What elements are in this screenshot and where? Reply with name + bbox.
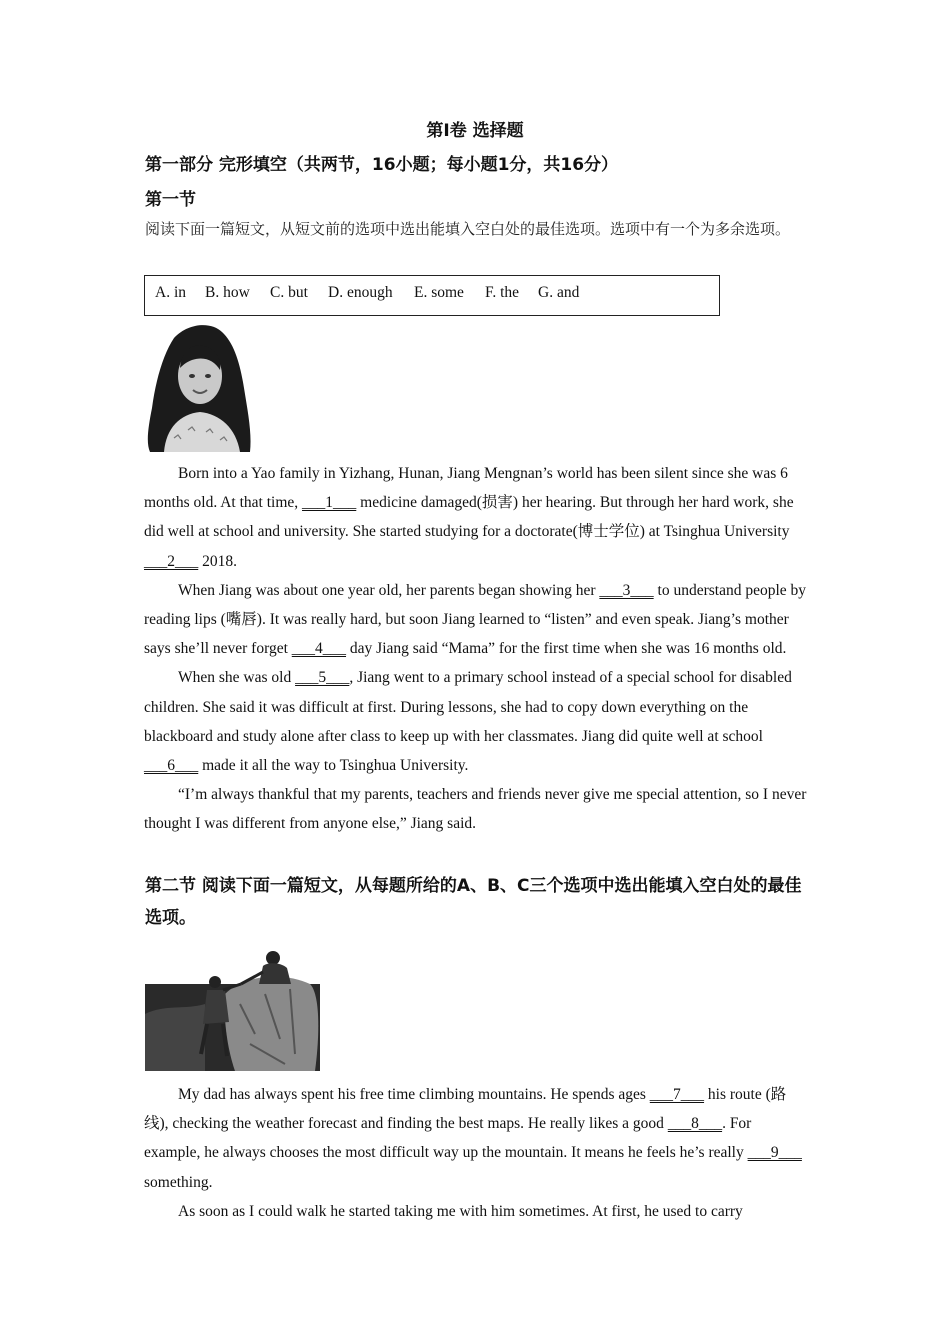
option-c: C. but: [270, 284, 308, 301]
blank-7: ___7___: [649, 1086, 705, 1103]
text-run: 2018.: [198, 552, 237, 570]
portrait-photo: [144, 318, 256, 452]
text-run: his route (路线), checking the weather forecast and finding the best maps. He really likes a good: [144, 1086, 787, 1133]
passage1-paragraph: [144, 576, 809, 664]
text-run: Born into a Yao family in Yizhang, Hunan, Jiang Mengnan’s world has been silent since she was 6 months old. At that time,: [144, 465, 788, 512]
passage1-paragraph: [144, 459, 809, 576]
blank-9: ___9___: [747, 1144, 802, 1162]
text-run: medicine damaged(损害) her hearing. But through her hard work, she did well at school and university. She started studying for a doctorate(博士学位) at Tsinghua University: [144, 494, 794, 541]
passage1-paragraph: “I’m always thankful that my parents, teachers and friends never give me special attention, so I never thought I was different from anyone else,” Jiang said.: [144, 786, 807, 833]
option-d: D. enough: [328, 284, 393, 301]
text-run: My dad has always spent his free time climbing mountains. He spends ages: [178, 1086, 650, 1103]
option-b: B. how: [205, 284, 250, 301]
text-run: . For example, he always chooses the most difficult way up the mountain. It means he feels he’s really: [144, 1115, 752, 1162]
passage2: [144, 1080, 809, 1226]
text-run: day Jiang said “Mama” for the first time when she was 16 months old.: [346, 640, 787, 658]
option-g: G. and: [538, 284, 580, 301]
blank-4: ___4___: [291, 640, 347, 658]
blank-5: ___5___: [295, 669, 350, 687]
text-run: something.: [144, 1173, 213, 1191]
passage2-paragraph: [144, 1080, 809, 1197]
passage1-paragraph: [144, 663, 809, 780]
blank-1: ___1___: [302, 494, 357, 512]
blank-3: ___3___: [599, 581, 654, 599]
text-run: When Jiang was about one year old, her parents began showing her: [178, 581, 600, 599]
section2-heading: 第二节 阅读下面一篇短文，从每题所给的A、B、C三个选项中选出能填入空白处的最佳选项。: [145, 876, 802, 928]
text-run: When she was old: [178, 669, 296, 687]
passage1: [144, 459, 809, 839]
option-f: F. the: [485, 284, 520, 301]
option-a: A. in: [155, 284, 186, 301]
passage2-paragraph: As soon as I could walk he started taking me with him sometimes. At first, he used to carry: [178, 1202, 743, 1220]
blank-2: ___2___: [144, 552, 199, 570]
options-box: [144, 275, 720, 316]
text-run: , Jiang went to a primary school instead of a special school for disabled children. She said it was difficult at first. During lessons, she had to copy down everything on the blackboard and study alone after class to keep up with her classmates. Jiang did quite well at school: [144, 669, 792, 745]
climbing-photo: [145, 944, 320, 1071]
blank-8: ___8___: [667, 1115, 723, 1133]
option-e: E. some: [414, 284, 464, 301]
volume-title: 第Ⅰ卷 选择题: [426, 121, 524, 141]
text-run: to understand people by reading lips (嘴唇). It was really hard, but soon Jiang learned to “listen” and even speak. Jiang’s mother says she’ll never forget: [144, 581, 807, 658]
text-run: made it all the way to Tsinghua University.: [198, 757, 469, 775]
section1-instructions: 阅读下面一篇短文，从短文前的选项中选出能填入空白处的最佳选项。选项中有一个为多余选项。: [145, 220, 791, 238]
part1-heading: 第一部分 完形填空（共两节，16小题；每小题1分，共16分）: [145, 155, 619, 175]
section1-heading: 第一节: [145, 190, 196, 210]
blank-6: ___6___: [144, 757, 199, 775]
